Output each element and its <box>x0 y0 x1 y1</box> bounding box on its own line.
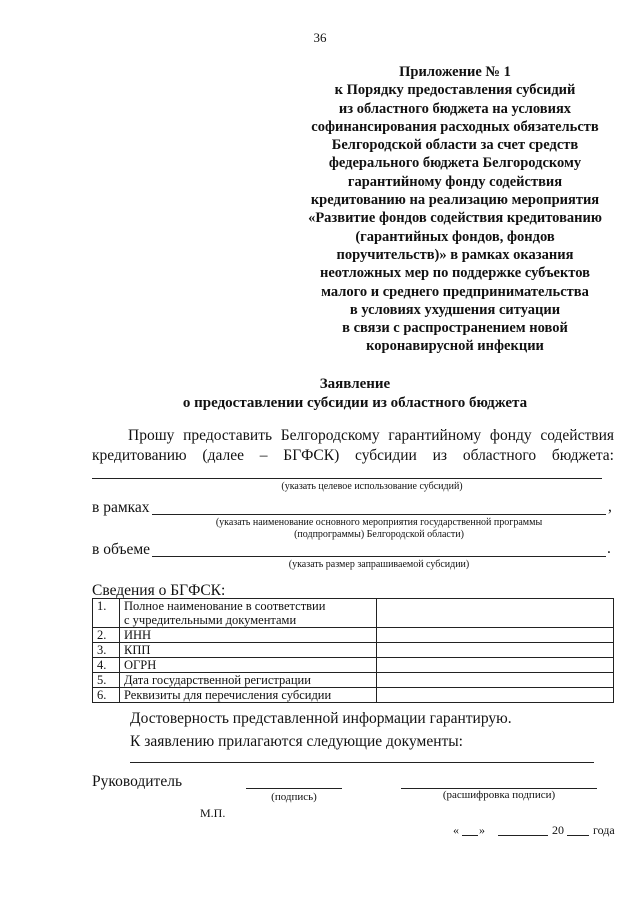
row-value-cell[interactable] <box>377 628 614 643</box>
row-value-cell[interactable] <box>377 599 614 628</box>
row-number: 6. <box>93 688 120 703</box>
request-paragraph <box>92 426 614 466</box>
date-year-line[interactable] <box>567 835 589 836</box>
appendix-line: (гарантийных фондов, фондов <box>355 228 555 245</box>
appendix-line: гарантийному фонду содействия <box>347 173 563 190</box>
row-label <box>120 658 377 673</box>
decode-hint: (расшифровка подписи) <box>442 789 556 801</box>
title-line-1: Заявление <box>319 376 391 392</box>
date-open-quote: « <box>453 823 459 837</box>
page-number: 36 <box>313 30 327 45</box>
amount-label: в объеме <box>92 541 151 558</box>
date-field <box>453 823 618 841</box>
amount-dot: . <box>607 540 611 557</box>
row-label <box>120 643 377 658</box>
row-label <box>120 688 377 703</box>
appendix-line: кредитованию на реализацию мероприятия <box>310 192 600 209</box>
date-month-line[interactable] <box>498 835 548 836</box>
signature-hint: (подпись) <box>271 791 317 803</box>
table-row <box>93 658 614 673</box>
date-day-line[interactable] <box>462 835 478 836</box>
table-row <box>93 673 614 688</box>
table-row <box>93 599 614 628</box>
appendix-line: «Развитие фондов содействия кредитованию <box>308 210 602 227</box>
row-value-cell[interactable] <box>377 688 614 703</box>
row-label-line: Реквизиты для перечисления субсидии <box>124 688 332 702</box>
head-label: Руководитель <box>92 773 183 790</box>
request-line-2: кредитованию (далее – БГФСК) субсидии из областного бюджета: <box>92 447 614 464</box>
row-value-cell[interactable] <box>377 658 614 673</box>
row-number: 2. <box>93 628 120 643</box>
appendix-line: малого и среднего предпринимательства <box>321 283 589 300</box>
guarantee-text: Достоверность представленной информации гарантирую. <box>130 710 512 727</box>
row-number: 3. <box>93 643 120 658</box>
within-hint-2: (подпрограммы) Белгородской области) <box>294 529 464 540</box>
appendix-line: из областного бюджета на условиях <box>338 100 572 117</box>
signature-line[interactable] <box>246 788 342 789</box>
request-line-1: Прошу предоставить Белгородскому гарантийному фонду содействия <box>128 427 614 444</box>
info-table <box>92 598 614 703</box>
attached-docs-line[interactable] <box>130 762 594 763</box>
stamp-label: М.П. <box>200 806 226 820</box>
appendix-header <box>290 63 620 356</box>
appendix-line: в связи с распространением новой <box>342 320 568 337</box>
appendix-line: поручительств)» в рамках оказания <box>336 246 574 263</box>
row-label-line: ОГРН <box>124 658 157 672</box>
row-label <box>120 628 377 643</box>
date-year-suffix: года <box>593 823 615 837</box>
attached-docs-text: К заявлению прилагаются следующие документы: <box>130 733 463 750</box>
appendix-line: к Порядку предоставления субсидий <box>334 82 576 99</box>
date-close-quote: » <box>479 823 485 837</box>
row-number: 4. <box>93 658 120 673</box>
amount-hint: (указать размер запрашиваемой субсидии) <box>288 559 470 570</box>
row-number: 1. <box>93 599 120 628</box>
table-row <box>93 628 614 643</box>
row-value-cell[interactable] <box>377 673 614 688</box>
appendix-line: неотложных мер по поддержке субъектов <box>320 265 590 282</box>
row-label <box>120 599 377 628</box>
appendix-line: в условиях ухудшения ситуации <box>349 301 561 318</box>
amount-line[interactable] <box>152 556 606 557</box>
appendix-line: Белгородской области за счет средств <box>331 137 579 154</box>
appendix-line: коронавирусной инфекции <box>366 338 544 355</box>
row-label-line: с учредительными документами <box>124 613 297 627</box>
appendix-line: федерального бюджета Белгородскому <box>328 155 582 172</box>
row-label-line: ИНН <box>124 628 152 642</box>
table-row <box>93 643 614 658</box>
row-label-line: КПП <box>124 643 151 657</box>
row-label-line: Дата государственной регистрации <box>124 673 311 687</box>
within-hint-1: (указать наименование основного мероприятия государственной программы <box>215 517 543 528</box>
info-heading: Сведения о БГФСК: <box>92 582 226 599</box>
purpose-hint: (указать целевое использование субсидий) <box>281 481 463 492</box>
appendix-line: Приложение № 1 <box>399 64 511 80</box>
row-number: 5. <box>93 673 120 688</box>
date-year-prefix: 20 <box>552 823 564 837</box>
document-title <box>95 375 615 413</box>
within-comma: , <box>608 498 612 515</box>
purpose-line[interactable] <box>92 478 602 479</box>
appendix-line: софинансирования расходных обязательств <box>311 118 599 135</box>
row-label-line: Полное наименование в соответствии <box>124 599 326 613</box>
within-label: в рамках <box>92 499 150 516</box>
row-label <box>120 673 377 688</box>
row-value-cell[interactable] <box>377 643 614 658</box>
title-line-2: о предоставлении субсидии из областного бюджета <box>182 395 528 411</box>
within-line[interactable] <box>152 514 606 515</box>
table-row <box>93 688 614 703</box>
